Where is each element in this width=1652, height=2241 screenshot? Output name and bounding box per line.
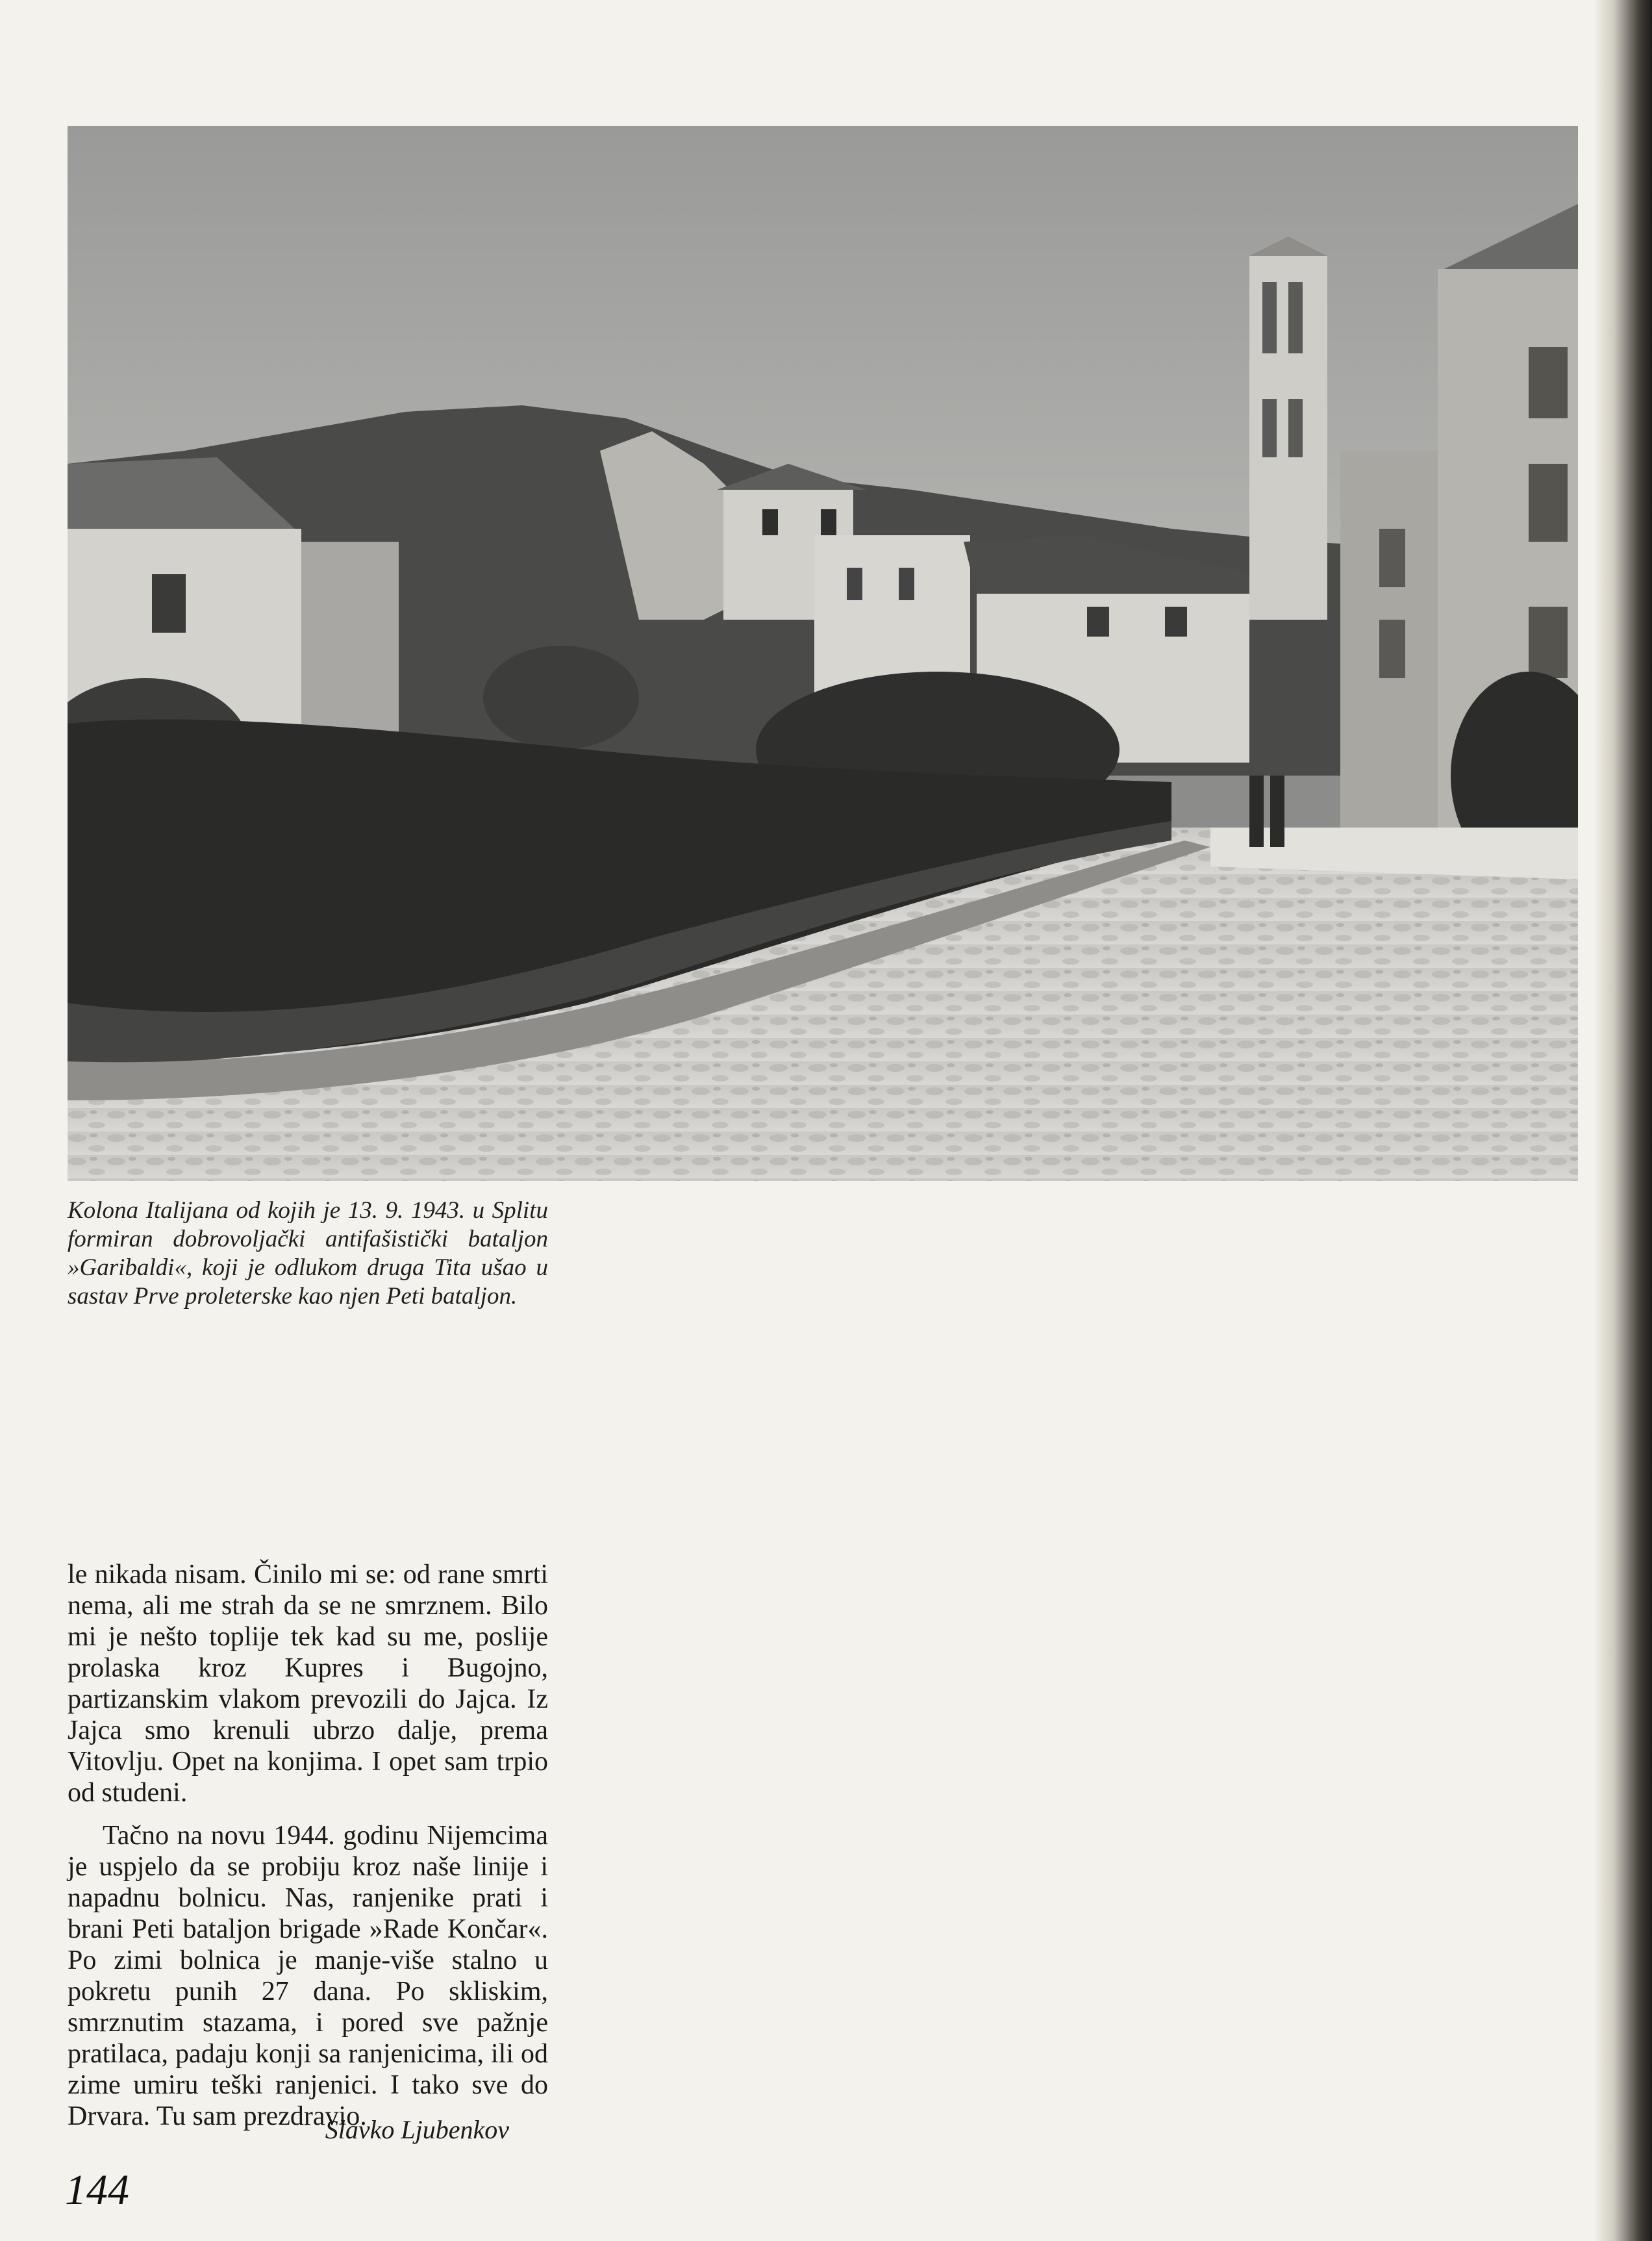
photo-of-marching-column-icon [68, 126, 1578, 1181]
body-text [68, 1559, 548, 2132]
paragraph-1: le nikada nisam. Činilo mi se: od rane smrti nema, ali me strah da se ne smrznem. Bilo mi je nešto toplije tek kad su me, poslije prolaska kroz Kupres i Bugojno, partizanskim vlakom prevozili do Jajca. Iz Jajca smo krenuli ubrzo dalje, prema Vitovlju. Opet na konjima. I opet sam trpio od studeni. [68, 1560, 548, 1808]
page-edge-shadow [1594, 0, 1652, 2241]
photograph [68, 126, 1578, 1181]
page-number: 144 [65, 2166, 129, 2214]
caption-text: Kolona Italijana od kojih je 13. 9. 1943. u Splitu formiran dobrovoljački antifašistički bataljon »Garibaldi«, koji je odlukom druga Tita ušao u sastav Prve proleterske kao njen Peti bataljon. [68, 1197, 548, 1310]
photo-caption [68, 1196, 548, 1311]
paragraph-2: Tačno na novu 1944. godinu Nijemcima je uspjelo da se probiju kroz naše linije i napadnu bolnicu. Nas, ranjenike prati i brani Peti bataljon brigade »Rade Končar«. Po zimi bolnica je manje-više stalno u pokretu punih 27 dana. Po skliskim, smrznutim stazama, i pored sve pažnje pratilaca, padaju konji sa ranjenicima, ili od zime umiru teški ranjenici. I tako sve do Drvara. Tu sam prezdravio. [68, 1821, 548, 2131]
author-signature: Slavko Ljubenkov [325, 2115, 509, 2144]
